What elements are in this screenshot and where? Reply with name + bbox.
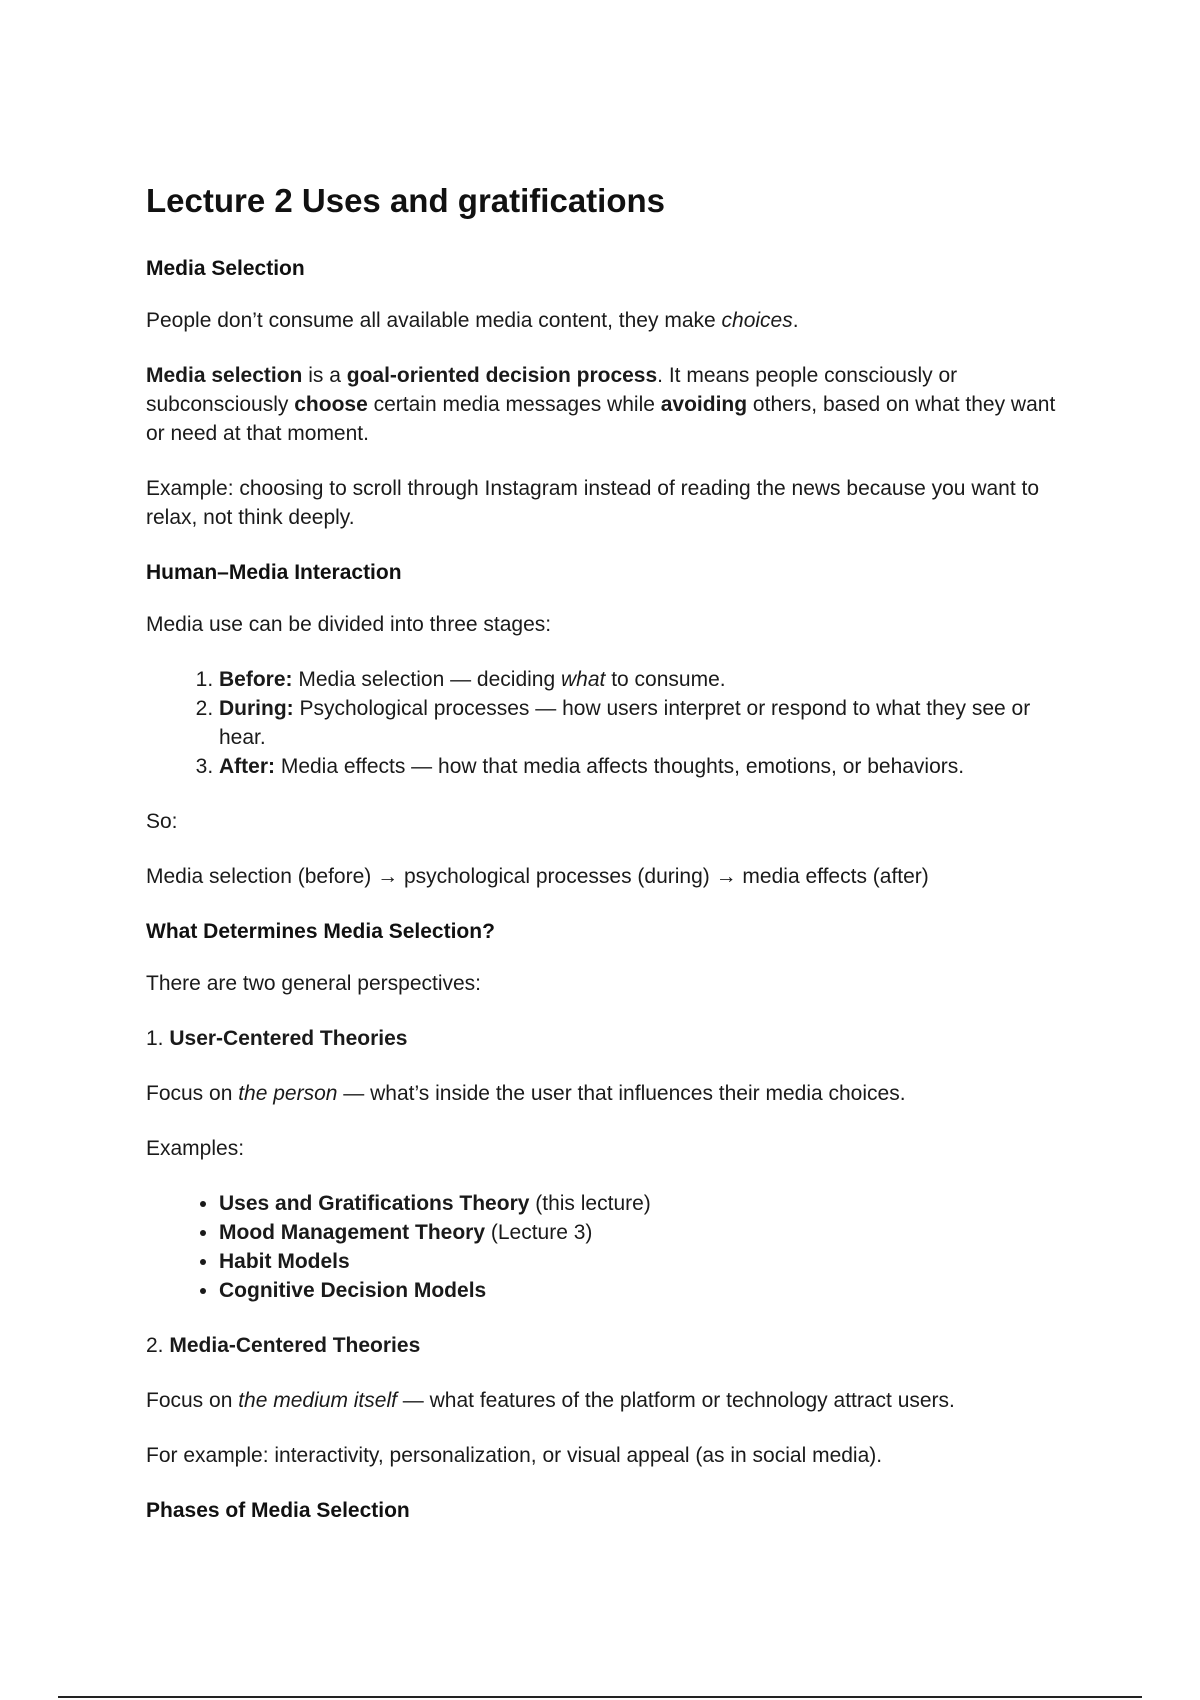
heading-human-media-interaction: Human–Media Interaction [146,561,402,584]
document-title: Lecture 2 Uses and gratifications [146,182,665,219]
list-item: 1. Before: Media selection — deciding what to consume. [219,665,1066,694]
paragraph-user-focus: Focus on the person — what’s inside the user that influences their media choices. [146,1082,906,1105]
paragraph-example: Example: choosing to scroll through Instagram instead of reading the news because you want to relax, not think deeply. [146,477,1040,529]
paragraph-flow: Media selection (before) → psychological processes (during) → media effects (after) [146,865,929,888]
paragraph-definition: Media selection is a goal-oriented decision process. It means people consciously or subconsciously choose certain media messages while avoiding others, based on what they want or need at that moment. [146,364,1056,445]
paragraph-so: So: [146,810,178,833]
examples-list [146,1189,1066,1305]
subheading-media-centered: 2. Media-Centered Theories [146,1334,421,1357]
list-item: • Mood Management Theory (Lecture 3) [219,1218,1066,1247]
heading-media-selection: Media Selection [146,257,305,280]
list-item: 3. After: Media effects — how that media affects thoughts, emotions, or behaviors. [219,752,1066,781]
list-item: 2. During: Psychological processes — how users interpret or respond to what they see or hear. [219,694,1066,752]
heading-what-determines: What Determines Media Selection? [146,920,495,943]
subheading-user-centered: 1. User-Centered Theories [146,1027,408,1050]
list-item: • Cognitive Decision Models [219,1276,1066,1305]
list-item: • Habit Models [219,1247,1066,1276]
paragraph-media-focus: Focus on the medium itself — what features of the platform or technology attract users. [146,1389,955,1412]
paragraph-media-example: For example: interactivity, personalization, or visual appeal (as in social media). [146,1444,883,1467]
document-page [146,178,1066,1548]
footer-divider [58,1696,1142,1698]
paragraph-perspectives-intro: There are two general perspectives: [146,972,482,995]
paragraph-stages-intro: Media use can be divided into three stages: [146,613,552,636]
stages-list [146,665,1066,781]
paragraph-examples-label: Examples: [146,1137,245,1160]
paragraph-choices: People don’t consume all available media content, they make choices. [146,309,799,332]
heading-phases: Phases of Media Selection [146,1499,410,1522]
list-item: • Uses and Gratifications Theory (this lecture) [219,1189,1066,1218]
